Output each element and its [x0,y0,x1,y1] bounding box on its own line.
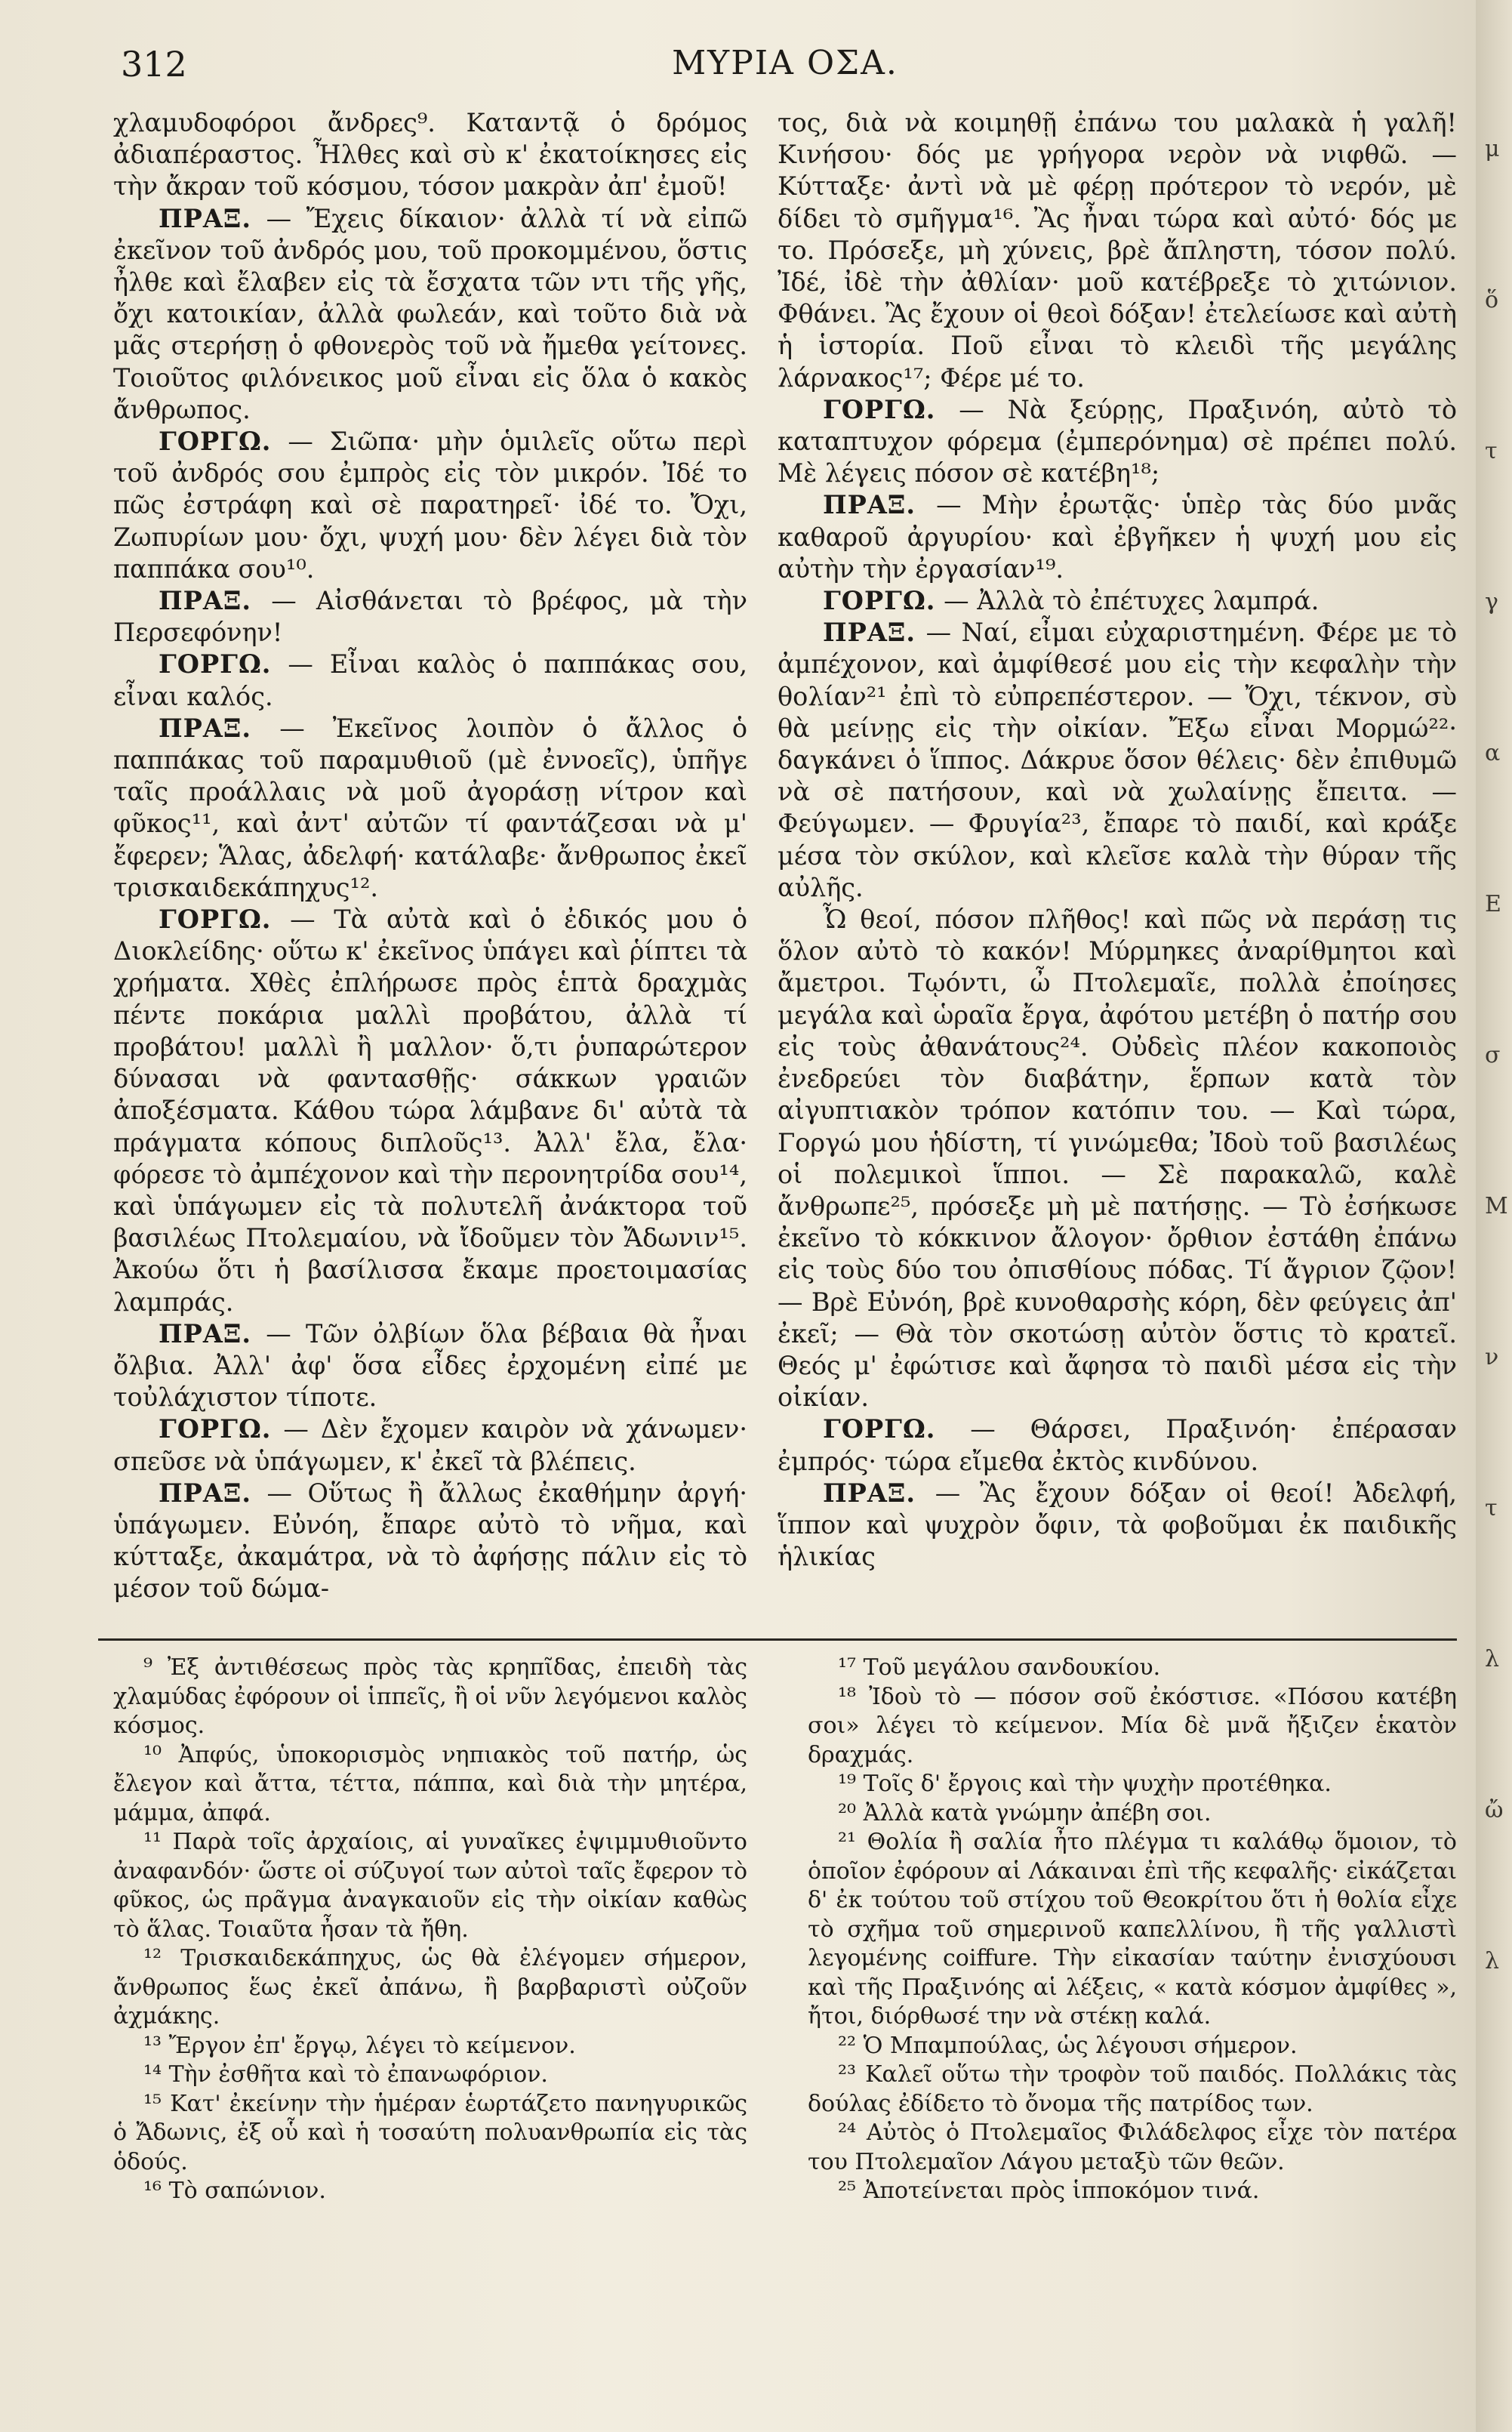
left-text-column [113,107,747,1625]
speaker-name: ΓΟΡΓΩ. [823,586,936,616]
edge-letter: γ [1485,589,1498,615]
paragraph-text: — Νὰ ξεύρῃς, Πραξινόη, αὐτὸ τὸ καταπτυχον φόρεμα (ἐμπερόνημα) σὲ πρέπει πολύ. Μὲ λέγεις πόσον σὲ κατέβη¹⁸; [778,394,1457,489]
speaker-name: ΠΡΑΞ. [159,203,252,233]
footnote: ²² Ὁ Μπαμπούλας, ὡς λέγουσι σήμερον. [838,2032,1298,2059]
speaker-name: ΠΡΑΞ. [159,1318,252,1349]
footnote: ¹¹ Παρὰ τοῖς ἀρχαίοις, αἱ γυναῖκες ἐψιμμυθιοῦντο ἀναφανδόν· ὥστε οἱ σύζυγοί των αὐτοὶ ταῖς ἔφερον τὸ φῦκος, ὡς πρᾶγμα ἀναγκαιοῦν εἰς τὴν οἰκίαν καθὼς τὸ ἅλας. Τοιαῦτα ἦσαν τὰ ἤθη. [113,1829,747,1943]
paragraph [113,107,747,203]
paragraph [113,1413,747,1477]
footnote: ¹³ Ἔργον ἐπ' ἔργῳ, λέγει τὸ κείμενον. [143,2032,576,2059]
paragraph-text: — Αἰσθάνεται τὸ βρέφος, μὰ τὴν Περσεφόνην! [113,586,747,648]
footnote: ¹² Τρισκαιδεκάπηχυς, ὡς θὰ ἐλέγομεν σήμερον, ἄνθρωπος ἕως ἐκεῖ ἀπάνω, ἢ βαρβαριστὶ οὐζοῦν ἀχμάκης. [113,1945,747,2030]
speaker-name: ΠΡΑΞ. [159,1478,252,1508]
paragraph-text: — Ἀλλὰ τὸ ἐπέτυχες λαμπρά. [944,586,1320,616]
facing-page-edge [1476,0,1512,2432]
footnote: ²⁰ Ἀλλὰ κατὰ γνώμην ἀπέβη σοι. [838,1799,1212,1826]
footnote: ²¹ Θολία ἢ σαλία ἦτο πλέγμα τι καλάθῳ ὅμοιον, τὸ ὁποῖον ἐφόρουν αἱ Λάκαιναι ἐπὶ τῆς κεφαλῆς· εἰκάζεται δ' ἐκ τούτου τοῦ στίχου τοῦ Θεοκρίτου ὅτι ἡ θολία εἶχε τὸ σχῆμα τοῦ σημερινοῦ καπελλίνου, ἢ τῆς γαλλιστὶ λεγομένης coiffure. Τὴν εἰκασίαν ταύτην ἐνισχύουσι καὶ τῆς Πραξινόης αἱ λέξεις, « κατὰ κόσμον ἀμφίθες », ἤτοι, διόρθωσέ την νὰ στέκῃ καλά. [808,1829,1457,2030]
paragraph [113,1478,747,1605]
paragraph-text: — Οὕτως ἢ ἄλλως ἐκαθήμην ἀργή· ὑπάγωμεν. Εὐνόη, ἔπαρε αὐτὸ τὸ νῆμα, καὶ κύτταξε, ἀκαμάτρα, νὰ τὸ ἀφήσῃς πάλιν εἰς τὸ μέσον τοῦ δώμα- [113,1478,747,1604]
paragraph [778,904,1457,1413]
edge-letter: τ [1485,1495,1498,1521]
paragraph-text: — Δὲν ἔχομεν καιρὸν νὰ χάνωμεν· σπεῦσε νὰ ὑπάγωμεν, κ' ἐκεῖ τὰ βλέπεις. [113,1414,747,1476]
edge-letter: σ [1485,1042,1501,1068]
speaker-name: ΠΡΑΞ. [159,586,252,616]
speaker-name: ΠΡΑΞ. [823,618,916,648]
paragraph-text: — Ἔχεις δίκαιον· ἀλλὰ τί νὰ εἰπῶ ἐκεῖνον τοῦ ἀνδρός μου, τοῦ προκομμένου, ὅστις ἦλθε καὶ ἔλαβεν εἰς τὰ ἔσχατα τῶν ντι τῆς γῆς, ὄχι κατοικίαν, ἀλλὰ φωλεάν, καὶ τοῦτο διὰ νὰ μᾶς στερήσῃ ὁ φθονερὸς τοῦ νὰ ἤμεθα γείτονες. Τοιοῦτος φιλόνεικος μοῦ εἶναι εἰς ὅλα ὁ κακὸς ἄνθρωπος. [113,203,748,424]
paragraph [778,585,1457,617]
paragraph-text: — Θάρσει, Πραξινόη· ἐπέρασαν ἐμπρός· τώρα εἴμεθα ἐκτὸς κινδύνου. [778,1414,1458,1476]
footnote: ⁹ Ἐξ ἀντιθέσεως πρὸς τὰς κρηπῖδας, ἐπειδὴ τὰς χλαμύδας ἐφόρουν οἱ ἱππεῖς, ἢ οἱ νῦν λεγόμενοι καλὸς κόσμος. [113,1654,747,1739]
left-footnotes [113,1654,747,2409]
running-head: ΜΥΡΙΑ ΟΣΑ. [672,44,898,82]
paragraph-text: — Μὴν ἐρωτᾷς· ὑπὲρ τὰς δύο μνᾶς καθαροῦ ἀργυρίου· καὶ ἐβγῆκεν ἡ ψυχή μου εἰς αὐτὴν τὴν ἐργασίαν¹⁹. [778,490,1457,584]
footnote: ¹⁹ Τοῖς δ' ἔργοις καὶ τὴν ψυχὴν προτέθηκα. [838,1771,1332,1797]
paragraph-text: — Τῶν ὀλβίων ὅλα βέβαια θὰ ἦναι ὄλβια. Ἀλλ' ἀφ' ὅσα εἶδες ἐρχομένη εἰπέ με τοὐλάχιστον τίποτε. [113,1318,747,1413]
paragraph-text: Ὦ θεοί, πόσον πλῆθος! καὶ πῶς νὰ περάσῃ τις ὅλον αὐτὸ τὸ κακόν! Μύρμηκες ἀναρίθμητοι καὶ ἄμετροι. Τῳόντι, ὦ Πτολεμαῖε, πολλὰ ἐποίησες μεγάλα καὶ ὡραῖα ἔργα, ἀφότου μετέβη ὁ πατήρ σου εἰς τοὺς ἀθανάτους²⁴. Οὐδεὶς πλέον κακοποιὸς ἐνεδρεύει τὸν διαβάτην, ἕρπων κατὰ τὸν αἰγυπτιακὸν τρόπον κατόπιν του. — Καὶ τώρα, Γοργώ μου ἡδίστη, τί γινώμεθα; Ἰδοὺ τοῦ βασιλέως οἱ πολεμικοὶ ἵπποι. — Σὲ παρακαλῶ, καλὲ ἄνθρωπε²⁵, πρόσεξε μὴ μὲ πατήσῃς. — Τὸ ἐσήκωσε ἐκεῖνο τὸ κόκκινον ἄλογον· ὄρθιον ἐστάθη ἐπάνω εἰς τοὺς δύο του ὀπισθίους πόδας. Τί ἄγριον ζῷον! — Βρὲ Εὐνόη, βρὲ κυνοθαρσὴς κόρη, δὲν φεύγεις ἀπ' ἐκεῖ; — Θὰ τὸν σκοτώσῃ αὐτὸν ὅστις τὸ κρατεῖ. Θεός μ' ἐφώτισε καὶ ἄφησα τὸ παιδὶ μέσα εἰς τὴν οἰκίαν. [778,905,1457,1413]
paragraph-text: — Τὰ αὐτὰ καὶ ὁ ἐδικός μου ὁ Διοκλείδης· οὕτω κ' ἐκεῖνος ὑπάγει καὶ ῥίπτει τὰ χρήματα. Χθὲς ἐπλήρωσε πρὸς ἑπτὰ δραχμὰς πέντε ποκάρια μαλλὶ προβάτου, ἀλλὰ τί προβάτου! μαλλὶ ἢ μαλλον· ὅ,τι ῥυπαρώτερον δύνασαι νὰ φαντασθῇς· σάκκων γραιῶν ἀποξέσματα. Κάθου τώρα λάμβανε δι' αὐτὰ τὰ πράγματα κόπους διπλοῦς¹³. Ἀλλ' ἔλα, ἔλα· φόρεσε τὸ ἀμπέχονον καὶ τὴν περονητρίδα σου¹⁴, καὶ ὑπάγωμεν εἰς τὰ πολυτελῆ ἀνάκτορα τοῦ βασιλέως Πτολεμαίου, νὰ ἴδοῦμεν τὸν Ἄδωνιν¹⁵. Ἀκούω ὅτι ἡ βασίλισσα ἔκαμε προετοιμασίας λαμπράς. [113,905,747,1317]
page-number: 312 [121,44,187,85]
paragraph [778,617,1457,904]
footnote-rule [98,1638,1457,1641]
paragraph-text: — Ἂς ἔχουν δόξαν οἱ θεοί! Ἀδελφή, ἵππον καὶ ψυχρὸν ὄφιν, τὰ φοβοῦμαι ἐκ παιδικῆς ἡλικίας [778,1478,1457,1572]
edge-letter: ὤ [1485,1797,1504,1823]
edge-letter: E [1485,891,1501,917]
paragraph [113,585,747,649]
right-text-column [778,107,1457,1625]
edge-letter: μ [1485,136,1500,162]
paragraph [113,904,747,1318]
paragraph-text: τος, διὰ νὰ κοιμηθῇ ἐπάνω του μαλακὰ ἡ γαλῆ! Κινήσου· δός με γρήγορα νερὸν νὰ νιφθῶ. — Κύτταξε· ἀντὶ νὰ μὲ φέρῃ πρότερον τὸ νερόν, μὲ δίδει τὸ σμῆγμα¹⁶. Ἂς ἦναι τώρα καὶ αὐτό· δός με το. Πρόσεξε, μὴ χύνεις, βρὲ ἄπληστη, τόσον πολύ. Ἰδέ, ἰδὲ τὴν ἀθλίαν· μοῦ κατέβρεξε τὸ χιτώνιον. Φθάνει. Ἂς ἔχουν οἱ θεοὶ δόξαν! ἐτελείωσε καὶ αὐτὴ ἡ ἱστορία. Ποῦ εἶναι τὸ κλειδὶ τῆς μεγάλης λάρνακος¹⁷; Φέρε μέ το. [778,108,1457,393]
paragraph [778,394,1457,490]
footnote: ²⁴ Αὐτὸς ὁ Πτολεμαῖος Φιλάδελφος εἶχε τὸν πατέρα του Πτολεμαῖον Λάγου μεταξὺ τῶν θεῶν. [808,2119,1457,2175]
edge-letter: λ [1485,1646,1500,1672]
edge-letter: τ [1485,438,1498,464]
paragraph [113,426,747,585]
speaker-name: ΓΟΡΓΩ. [159,905,272,935]
paragraph [778,1413,1457,1477]
page-header [113,30,1457,98]
speaker-name: ΓΟΡΓΩ. [159,427,272,457]
speaker-name: ΠΡΑΞ. [823,1478,916,1508]
paragraph [778,107,1457,394]
footnote: ¹⁸ Ἰδοὺ τὸ — πόσον σοῦ ἐκόστισε. «Πόσου κατέβη σοι» λέγει τὸ κείμενον. Μία δὲ μνᾶ ἤξιζεν ἑκατὸν δραχμάς. [808,1683,1457,1768]
footnote: ¹⁵ Κατ' ἐκείνην τὴν ἡμέραν ἑωρτάζετο πανηγυρικῶς ὁ Ἄδωνις, ἐξ οὗ καὶ ἡ τοσαύτη πολυανθρωπία εἰς τὰς ὁδούς. [113,2090,747,2175]
paragraph-text: — Σιῶπα· μὴν ὁμιλεῖς οὕτω περὶ τοῦ ἀνδρός σου ἐμπρὸς εἰς τὸν μικρόν. Ἰδέ το πῶς ἐστράφη καὶ σὲ παρατηρεῖ· ἰδέ το. Ὄχι, Ζωπυρίων μου· ὄχι, ψυχή μου· δὲν λέγει διὰ τὸν παππάκα σου¹⁰. [113,427,747,584]
paragraph [113,649,747,712]
speaker-name: ΓΟΡΓΩ. [823,394,936,424]
footnote: ²⁵ Ἀποτείνεται πρὸς ἱπποκόμον τινά. [838,2178,1260,2204]
speaker-name: ΓΟΡΓΩ. [823,1414,936,1444]
footnote: ¹⁴ Τὴν ἐσθῆτα καὶ τὸ ἐπανωφόριον. [143,2061,548,2088]
footnote: ²³ Καλεῖ οὕτω τὴν τροφὸν τοῦ παιδός. Πολλάκις τὰς δούλας ἐδίδετο τὸ ὄνομα τῆς πατρίδος των. [808,2061,1457,2117]
edge-letter: α [1485,740,1501,766]
paragraph-text: — Ναί, εἶμαι εὐχαριστημένη. Φέρε με τὸ ἀμπέχονον, καὶ ἀμφίθεσέ μου εἰς τὴν κεφαλὴν τὴν θολίαν²¹ ἐπὶ τὸ εὐπρεπέστερον. — Ὄχι, τέκνον, σὺ θὰ μείνῃς εἰς τὴν οἰκίαν. Ἔξω εἶναι Μορμώ²²· δαγκάνει ὁ ἵππος. Δάκρυε ὅσον θέλεις· δὲν ἐπιθυμῶ νὰ σὲ πατήσουν, καὶ νὰ χωλαίνῃς ἔπειτα. — Φεύγωμεν. — Φρυγία²³, ἔπαρε τὸ παιδί, καὶ κράξε μέσα τὸν σκύλον, καὶ κλεῖσε καλὰ τὴν θύραν τῆς αὐλῆς. [778,618,1458,902]
paragraph-text: χλαμυδοφόροι ἄνδρες⁹. Καταντᾷ ὁ δρόμος ἀδιαπέραστος. Ἦλθες καὶ σὺ κ' ἐκατοίκησες εἰς τὴν ἄκραν τοῦ κόσμου, τόσον μακρὰν ἀπ' ἐμοῦ! [113,108,747,202]
speaker-name: ΠΡΑΞ. [159,713,252,743]
footnote: ¹⁰ Ἀπφύς, ὑποκορισμὸς νηπιακὸς τοῦ πατήρ, ὡς ἔλεγον καὶ ἄττα, τέττα, πάππα, καὶ διὰ τὴν μητέρα, μάμμα, ἀπφά. [113,1741,747,1826]
speaker-name: ΓΟΡΓΩ. [159,649,272,680]
paragraph [113,203,747,426]
footnote: ¹⁶ Τὸ σαπώνιον. [143,2178,326,2204]
speaker-name: ΓΟΡΓΩ. [159,1414,272,1444]
paragraph-text: — Εἶναι καλὸς ὁ παππάκας σου, εἶναι καλός. [113,649,747,711]
edge-letter: Μ [1485,1193,1508,1219]
right-footnotes [808,1654,1457,2409]
paragraph [778,1478,1457,1574]
paragraph [113,1318,747,1414]
edge-letter: λ [1485,1948,1500,1974]
paragraph [778,489,1457,585]
paragraph [113,713,747,904]
edge-letter: ὅ [1485,287,1499,313]
paragraph-text: — Ἐκεῖνος λοιπὸν ὁ ἄλλος ὁ παππάκας τοῦ παραμυθιοῦ (μὲ ἐννοεῖς), ὑπῆγε ταῖς προάλλαις νὰ μοῦ ἀγοράσῃ νίτρον καὶ φῦκος¹¹, καὶ ἀντ' αὐτῶν τί φαντάζεσαι νὰ μ' ἔφερεν; Ἅλας, ἀδελφή· κατάλαβε· ἄνθρωπος ἐκεῖ τρισκαιδεκάπηχυς¹². [113,713,748,902]
speaker-name: ΠΡΑΞ. [823,490,916,520]
edge-letter: ν [1485,1344,1499,1370]
footnote: ¹⁷ Τοῦ μεγάλου σανδουκίου. [838,1654,1161,1681]
